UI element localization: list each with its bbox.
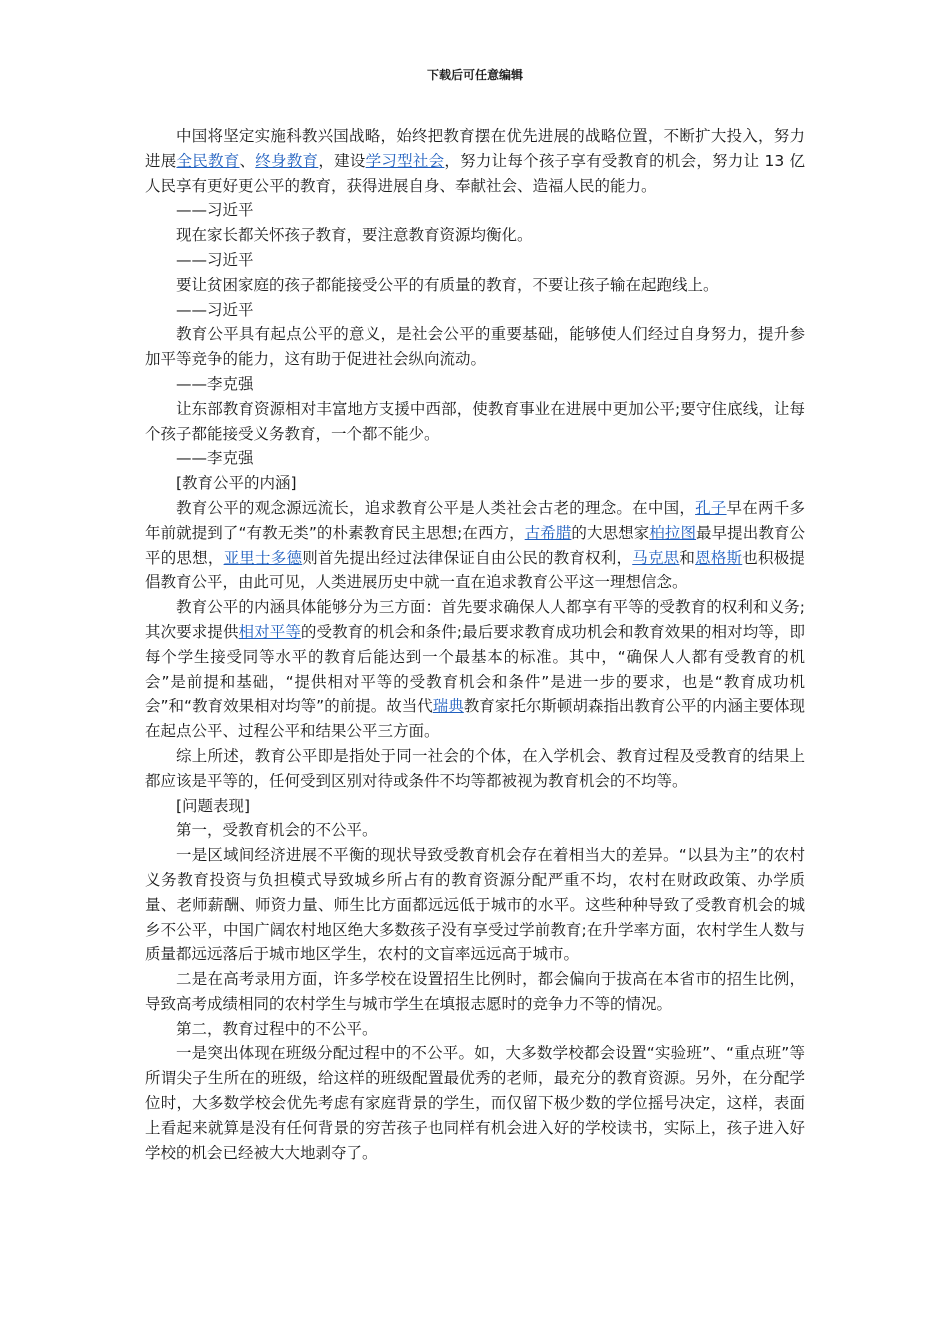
- paragraph: [145, 124, 805, 198]
- paragraph: [145, 1017, 805, 1042]
- paragraph-text: 则首先提出经过法律保证自由公民的教育权利，: [302, 548, 633, 567]
- paragraph: [145, 273, 805, 298]
- paragraph-text: ，建设: [318, 151, 366, 170]
- paragraph-text: 最早提出教育公平的思想，: [145, 523, 805, 567]
- paragraph-text: 一是突出体现在班级分配过程中的不公平。如，大多数学校都会设置“实验班”、“重点班”等所谓尖子生所在的班级，给这样的班级配置最优秀的老师，最充分的教育资源。另外，在分配学位时，大多数学校会优先考虑有家庭背景的学生，而仅留下极少数的学位摇号决定，这样，表面上看起来就算是没有任何背景的穷苦孩子也同样有机会进入好的学校读书，实际上，孩子进入好学校的机会已经被大大地剥夺了。: [145, 1044, 805, 1162]
- paragraph: [145, 298, 805, 323]
- paragraph: [145, 446, 805, 471]
- paragraph: [145, 1041, 805, 1165]
- paragraph-text: 和: [679, 548, 696, 567]
- hyperlink[interactable]: 恩格斯: [695, 548, 743, 567]
- paragraph-text: 也积极提倡教育公平，由此可见，人类进展历史中就一直在追求教育公平这一理想信念。: [145, 548, 805, 592]
- paragraph-text: ——李克强: [176, 449, 254, 468]
- paragraph-text: 的大思想家: [571, 523, 650, 542]
- paragraph-text: 教育公平具有起点公平的意义，是社会公平的重要基础，能够使人们经过自身努力，提升参加平等竞争的能力，这有助于促进社会纵向流动。: [145, 325, 805, 369]
- paragraph: [145, 794, 805, 819]
- paragraph: [145, 471, 805, 496]
- paragraph-text: [问题表现]: [176, 796, 251, 815]
- paragraph-text: ，努力让每个孩子享有受教育的机会，努力让 13 亿人民享有更好更公平的教育，获得进展自身、奉献社会、造福人民的能力。: [145, 151, 805, 195]
- paragraph-text: ——李克强: [176, 374, 254, 393]
- page-header: 下载后可任意编辑: [426, 68, 523, 82]
- paragraph-text: 现在家长都关怀孩子教育，要注意教育资源均衡化。: [176, 226, 533, 245]
- paragraph-text: 教育家托尔斯顿胡森指出教育公平的内涵主要体现在起点公平、过程公平和结果公平三方面。: [145, 697, 805, 741]
- paragraph-text: 二是在高考录用方面，许多学校在设置招生比例时，都会偏向于拔高在本省市的招生比例，导致高考成绩相同的农村学生与城市学生在填报志愿时的竞争力不等的情况。: [145, 970, 805, 1013]
- hyperlink[interactable]: 亚里士多德: [223, 548, 303, 567]
- hyperlink[interactable]: 孔子: [695, 498, 727, 517]
- paragraph: [145, 496, 805, 595]
- paragraph: [145, 322, 805, 372]
- paragraph: [145, 843, 805, 967]
- paragraph-text: ——习近平: [176, 250, 254, 269]
- paragraph: [145, 248, 805, 273]
- paragraph: [145, 744, 805, 794]
- paragraph-text: ——习近平: [176, 201, 254, 220]
- paragraph-text: 中国将坚定实施科教兴国战略，始终把教育摆在优先进展的战略位置，不断扩大投入，努力进展: [145, 127, 805, 170]
- hyperlink[interactable]: 终身教育: [255, 151, 319, 170]
- paragraph: [145, 223, 805, 248]
- paragraph-text: 一是区域间经济进展不平衡的现状导致受教育机会存在着相当大的差异。“以县为主”的农村义务教育投资与负担模式导致城乡所占有的教育资源分配严重不均，农村在财政政策、办学质量、老师薪酬、师资力量、师生比方面都远远低于城市的水平。这些种种导致了受教育机会的城乡不公平，中国广阔农村地区绝大多数孩子没有享受过学前教育;在升学率方面，农村学生人数与质量都远远落后于城市地区学生，农村的文盲率远远高于城市。: [145, 846, 805, 964]
- paragraph-text: 综上所述，教育公平即是指处于同一社会的个体，在入学机会、教育过程及受教育的结果上都应该是平等的，任何受到区别对待或条件不均等都被视为教育机会的不均等。: [145, 746, 805, 790]
- paragraph: [145, 595, 805, 744]
- paragraph-text: 第一，受教育机会的不公平。: [176, 821, 378, 840]
- paragraph-text: 第二，教育过程中的不公平。: [176, 1019, 378, 1038]
- hyperlink[interactable]: 柏拉图: [649, 523, 697, 542]
- paragraph-text: 让东部教育资源相对丰富地方支援中西部，使教育事业在进展中更加公平;要守住底线，让每个孩子都能接受义务教育，一个都不能少。: [145, 399, 805, 443]
- paragraph-text: [教育公平的内涵]: [176, 474, 297, 493]
- paragraph-text: ——习近平: [176, 300, 254, 319]
- document-body: [145, 124, 805, 1165]
- hyperlink[interactable]: 瑞典: [432, 697, 464, 716]
- hyperlink[interactable]: 学习型社会: [365, 151, 445, 170]
- hyperlink[interactable]: 古希腊: [524, 523, 572, 542]
- paragraph-text: 、: [239, 151, 256, 170]
- paragraph-text: 的受教育的机会和条件;最后要求教育成功机会和教育效果的相对均等，即每个学生接受同等水平的教育后能达到一个最基本的标准。其中，“确保人人都有受教育的机会”是前提和基础，“提供相对平等的受教育机会和条件”是进一步的要求，也是“教育成功机会”和“教育效果相对均等”的前提。故当代: [145, 622, 805, 716]
- paragraph: [145, 818, 805, 843]
- paragraph: [145, 198, 805, 223]
- paragraph: [145, 967, 805, 1017]
- paragraph-text: 要让贫困家庭的孩子都能接受公平的有质量的教育，不要让孩子输在起跑线上。: [176, 275, 719, 294]
- paragraph-text: 早在两千多年前就提到了“有教无类”的朴素教育民主思想;在西方，: [145, 498, 805, 542]
- hyperlink[interactable]: 马克思: [632, 548, 680, 567]
- hyperlink[interactable]: 相对平等: [238, 622, 301, 641]
- hyperlink[interactable]: 全民教育: [176, 151, 240, 170]
- paragraph: [145, 372, 805, 397]
- paragraph-text: 教育公平的内涵具体能够分为三方面：首先要求确保人人都享有平等的受教育的权利和义务;其次要求提供: [145, 598, 805, 641]
- paragraph: [145, 397, 805, 447]
- paragraph-text: 教育公平的观念源远流长，追求教育公平是人类社会古老的理念。在中国，: [176, 498, 696, 517]
